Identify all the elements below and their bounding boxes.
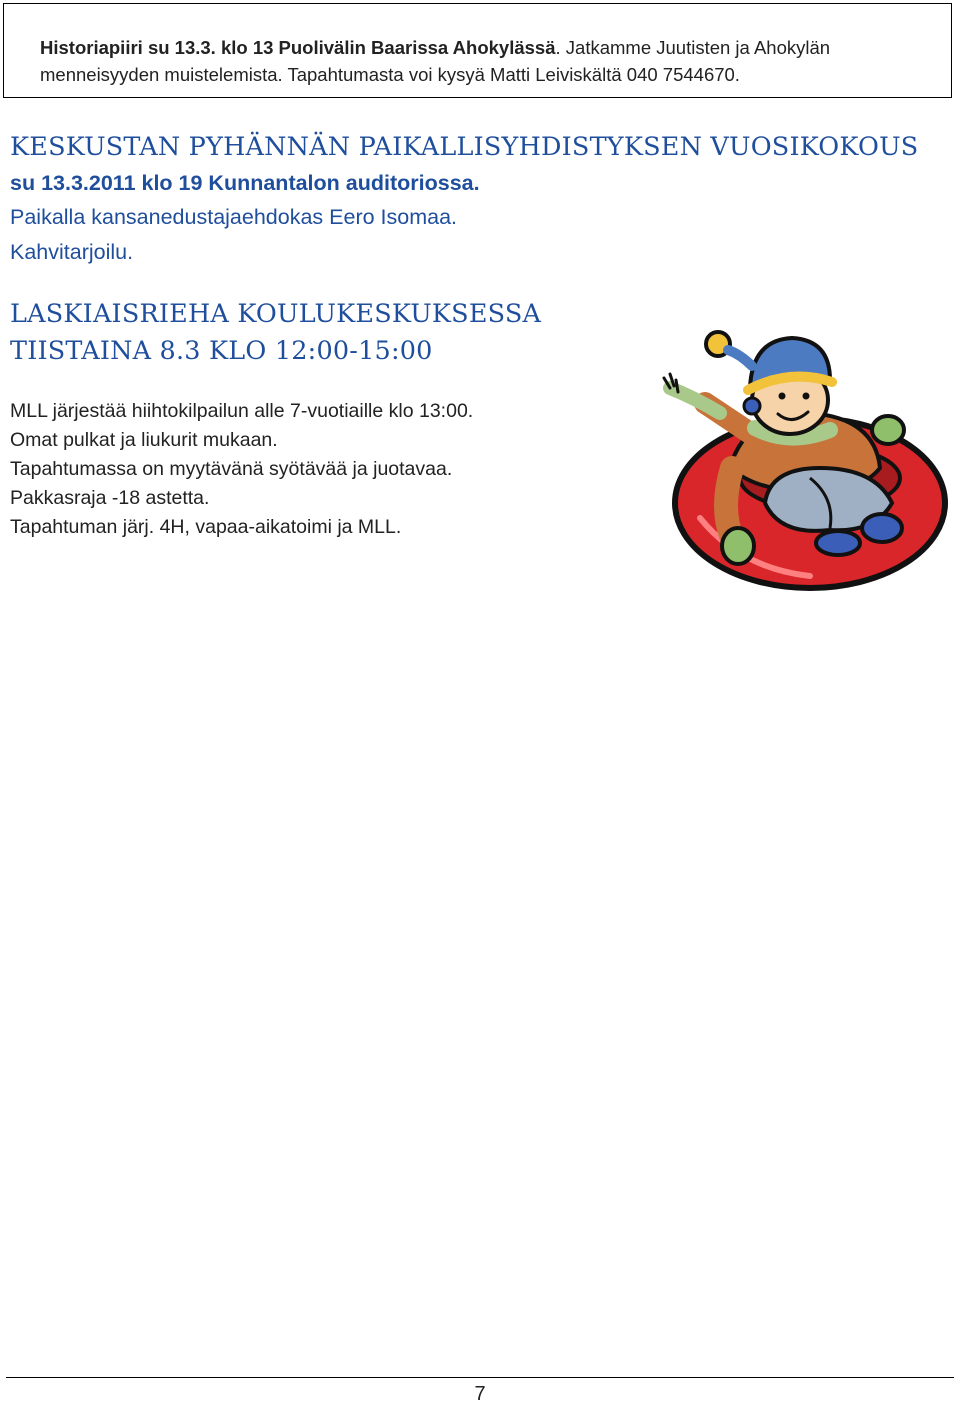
left-boot bbox=[816, 531, 860, 555]
right-glove bbox=[872, 416, 904, 444]
right-eye bbox=[803, 393, 810, 400]
carnival-details bbox=[10, 397, 630, 542]
child-on-snow-tube-illustration bbox=[660, 318, 952, 600]
carnival-detail-line: MLL järjestää hiihtokilpailun alle 7-vuotiaille klo 13:00. bbox=[10, 400, 474, 422]
meeting-heading: KESKUSTAN PYHÄNNÄN PAIKALLISYHDISTYKSEN VUOSIKOKOUS bbox=[10, 132, 919, 162]
meeting-coffee-line: Kahvitarjoilu. bbox=[10, 240, 134, 264]
carnival-detail-line: Omat pulkat ja liukurit mukaan. bbox=[10, 429, 278, 451]
carnival-detail-line: Pakkasraja -18 astetta. bbox=[10, 487, 210, 509]
left-glove bbox=[722, 528, 754, 564]
carnival-detail-line: Tapahtuman järj. 4H, vapaa-aikatoimi ja MLL. bbox=[10, 516, 402, 538]
page-number: 7 bbox=[474, 1383, 486, 1405]
carnival-detail-line: Tapahtumassa on myytävänä syötävää ja juotavaa. bbox=[10, 458, 453, 480]
notice-bold-part: Historiapiiri su 13.3. klo 13 Puolivälin Baarissa Ahokylässä bbox=[40, 37, 556, 58]
notice-rest: . Jatkamme Juutisten ja Ahokylän menneisyyden muistelemista. Tapahtumasta voi kysyä Matti Leiviskältä 040 7544670. bbox=[40, 37, 831, 85]
hat-tip bbox=[728, 350, 752, 366]
right-boot bbox=[862, 514, 902, 542]
left-eye bbox=[779, 393, 786, 400]
meeting-guest-line: Paikalla kansanedustajaehdokas Eero Isomaa. bbox=[10, 205, 458, 229]
footer-rule bbox=[6, 1377, 954, 1378]
carnival-heading-line-1: LASKIAISRIEHA KOULUKESKUKSESSA bbox=[10, 299, 542, 329]
ear-flap bbox=[744, 398, 760, 414]
meeting-date-line: su 13.3.2011 klo 19 Kunnantalon auditoriossa. bbox=[10, 171, 480, 195]
carnival-heading-line-2: TIISTAINA 8.3 KLO 12:00-15:00 bbox=[10, 336, 433, 366]
notice-text bbox=[40, 34, 940, 88]
